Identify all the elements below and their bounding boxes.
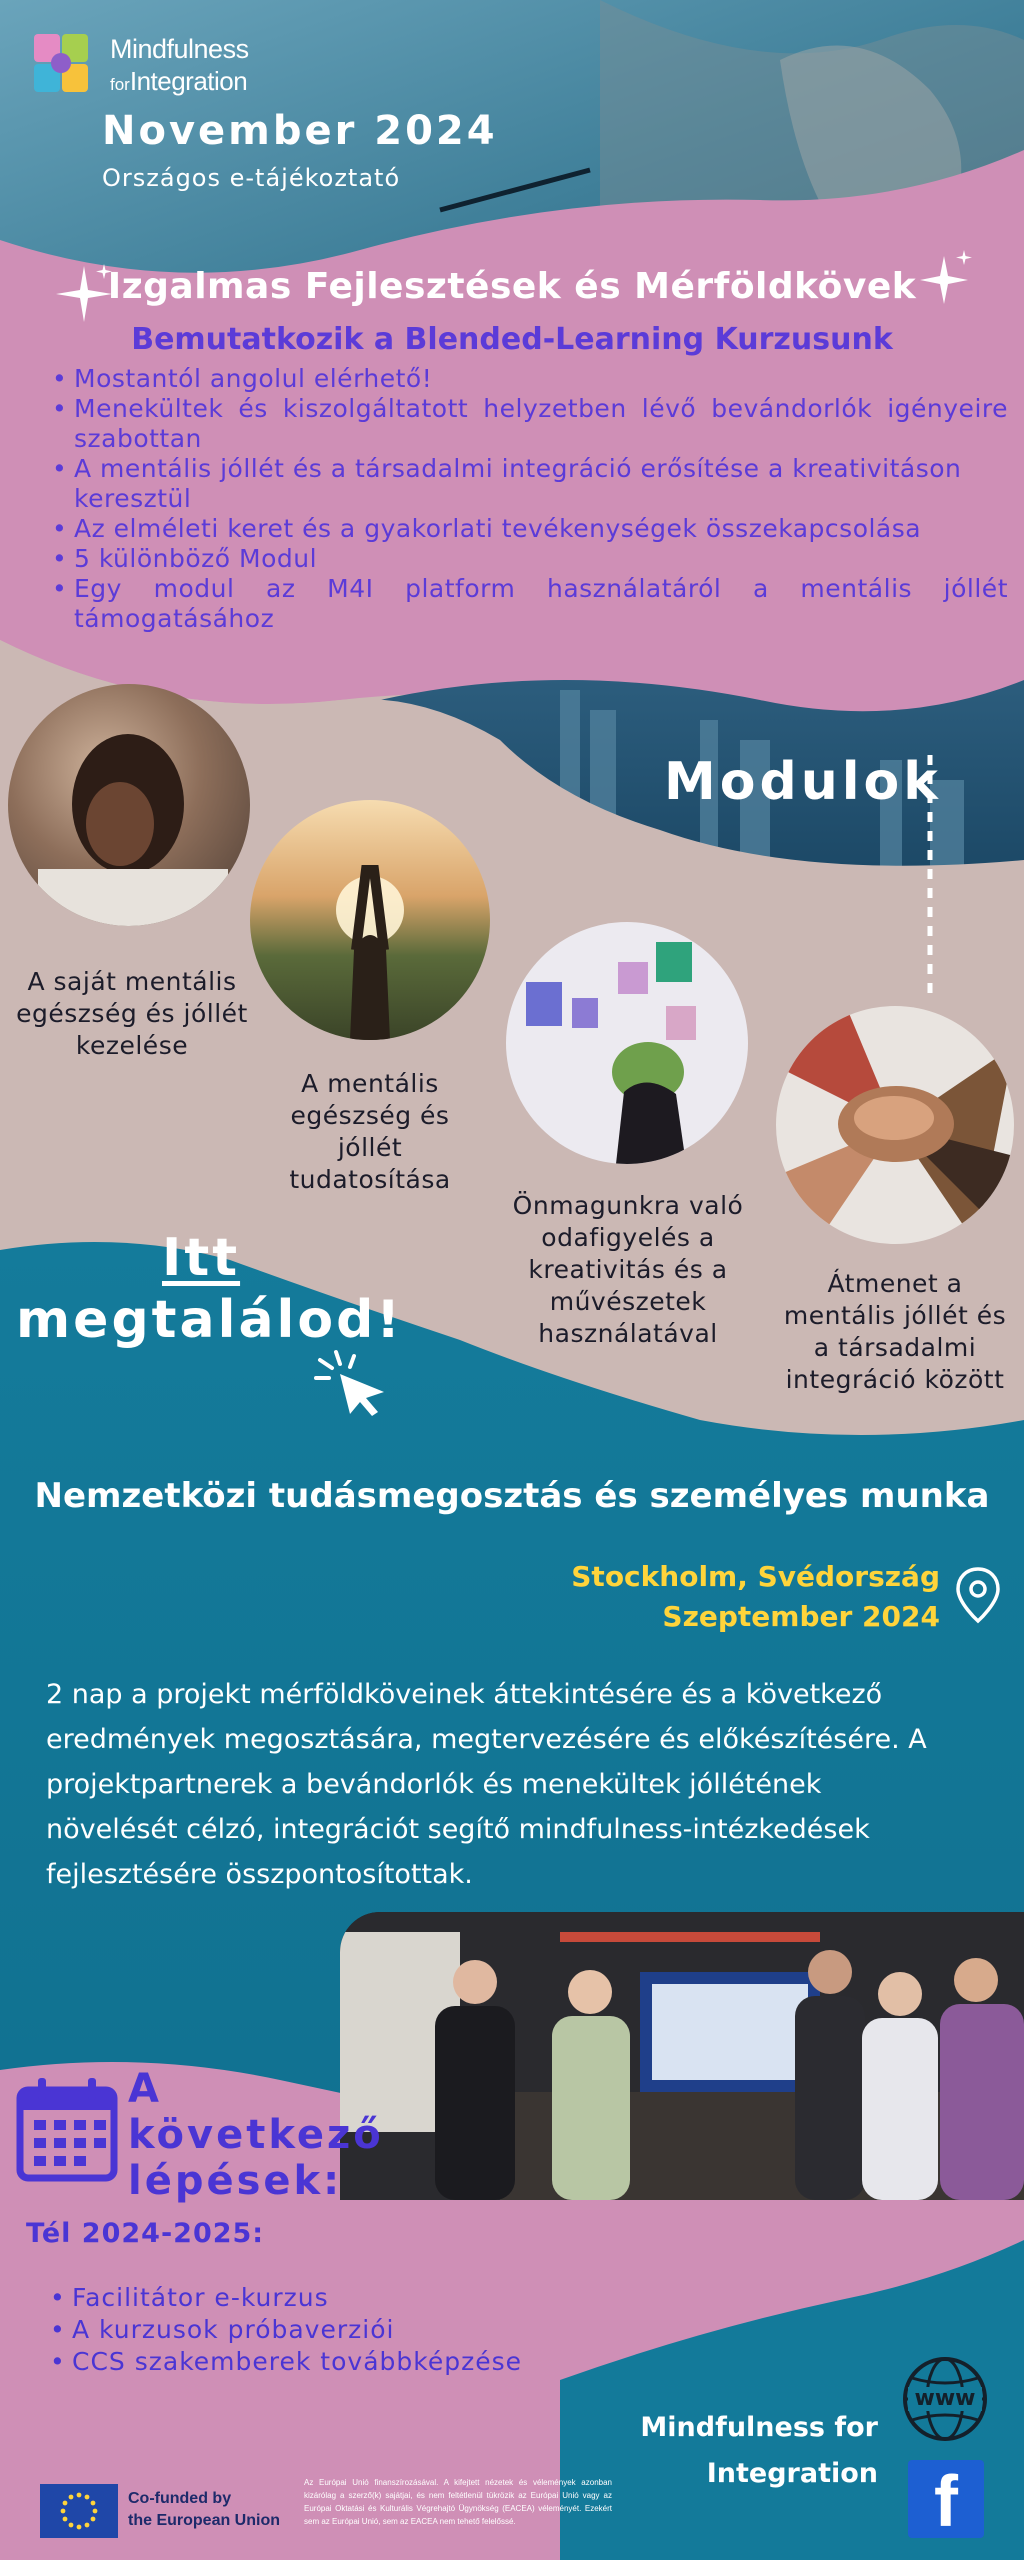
module-photo-woman <box>8 684 250 926</box>
footer-brand-2: Integration <box>706 2458 878 2489</box>
intro-subtitle: Bemutatkozik a Blended-Learning Kurzusunk <box>131 322 893 357</box>
list-item: • Facilitátor e-kurzus <box>46 2282 586 2314</box>
next-steps-period: Tél 2024-2025: <box>26 2218 265 2249</box>
logo-subtitle-main: Integration <box>129 66 248 96</box>
exchange-location: Stockholm, Svédország <box>571 1560 940 1593</box>
cta-line-1[interactable]: Itt <box>162 1228 241 1288</box>
issue-date: November 2024 <box>102 108 498 154</box>
module-photo-yoga <box>250 800 490 1040</box>
intro-title: Izgalmas Fejlesztések és Mérföldkövek <box>107 266 917 307</box>
module-caption: A mentális egészség és jóllét tudatosítása <box>289 1069 451 1194</box>
list-item: • 5 különböző Modul <box>48 544 1008 574</box>
art-wall-illustration <box>506 922 748 1164</box>
group-photo-illustration <box>340 1912 1024 2200</box>
portrait-illustration <box>8 684 250 926</box>
facebook-icon: f <box>934 2462 958 2542</box>
module-caption: Átmenet a mentális jóllét és a társadalmi integráció között <box>783 1269 1007 1394</box>
list-item: • A mentális jóllét és a társadalmi integráció erősítése a kreativitáson keresztül <box>48 454 1008 514</box>
list-item: • Mostantól angolul elérhető! <box>48 364 1008 394</box>
exchange-date: Szeptember 2024 <box>662 1600 940 1633</box>
exchange-body: 2 nap a projekt mérföldköveinek áttekintésére és a következő eredmények megosztására, megtervezésére és előkészítésére. A projektpartnerek a bevándorlók és menekültek jóllétének növelését célzó, integrációt segítő mindfulness-intézkedések fejlesztésére összpontosítottak. <box>46 1679 927 1890</box>
exchange-title: Nemzetközi tudásmegosztás és személyes munka <box>34 1476 990 1516</box>
next-steps-title-1: A <box>128 2066 162 2112</box>
cta-line-2[interactable]: megtalálod! <box>16 1290 404 1350</box>
cursor-click-icon <box>312 1346 392 1416</box>
list-item: • CCS szakemberek továbbképzése <box>46 2346 586 2378</box>
issue-subtitle: Országos e-tájékoztató <box>102 164 401 192</box>
logo-subtitle-small: for <box>110 75 130 94</box>
list-item: • Az elméleti keret és a gyakorlati tevékenységek összekapcsolása <box>48 514 1008 544</box>
list-item: • A kurzusok próbaverziói <box>46 2314 586 2346</box>
list-item: • Egy modul az M4I platform használatáról a mentális jóllét támogatásához <box>48 574 1008 634</box>
intro-bullet-list <box>48 364 1008 634</box>
facebook-link[interactable] <box>908 2460 984 2542</box>
website-link[interactable] <box>900 2354 990 2444</box>
next-steps-title-3: lépések: <box>128 2158 343 2204</box>
hands-illustration <box>776 1006 1014 1244</box>
next-steps-list <box>46 2282 586 2378</box>
list-item: • Menekültek és kiszolgáltatott helyzetben lévő bevándorlók igényeire szabottan <box>48 394 1008 454</box>
footer-brand-1: Mindfulness for <box>640 2412 878 2443</box>
eu-disclaimer: Az Európai Unió finanszírozásával. A kifejtett nézetek és vélemények azonban kizárólag a szerző(k) sajátjai, és nem feltétlenül tükrözik az Európai Unió vagy az Európai Oktatási és Kulturális Végrehajtó Ügynökség (EACEA) véleményét. Ezekért sem az Európai Unió, sem az EACEA nem tehető felelőssé. <box>304 2478 612 2526</box>
www-label: www <box>914 2386 976 2411</box>
logo <box>30 28 290 98</box>
calendar-icon <box>14 2074 120 2184</box>
eu-text-2: the European Union <box>128 2512 280 2529</box>
module-caption: A saját mentális egészség és jóllét kezelése <box>16 967 248 1060</box>
modules-title: Modulok <box>664 752 942 812</box>
module-caption: Önmagunkra való odafigyelés a kreativitás és a művészetek használatával <box>512 1191 744 1348</box>
logo-title: Mindfulness <box>110 34 249 64</box>
eu-text-1: Co-funded by <box>128 2490 232 2507</box>
logo-subtitle <box>110 66 247 97</box>
location-pin-icon <box>954 1566 1002 1624</box>
eu-cofunding <box>40 2484 300 2540</box>
logo-mark-icon <box>30 32 92 96</box>
eu-flag-icon <box>40 2484 118 2538</box>
group-photo <box>340 1912 1024 2200</box>
next-steps-title-2: következő <box>128 2112 384 2158</box>
yoga-illustration <box>250 800 490 1040</box>
module-photo-hands <box>776 1006 1014 1244</box>
module-photo-art-wall <box>506 922 748 1164</box>
